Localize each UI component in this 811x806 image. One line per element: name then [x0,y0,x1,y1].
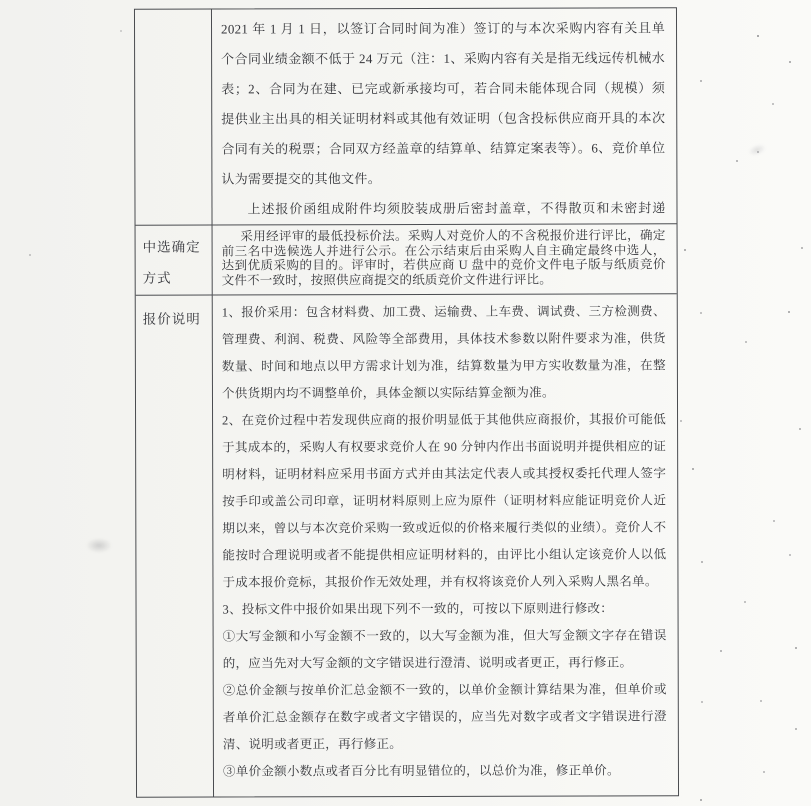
row3-label-cell [136,295,214,797]
row1-content-cell [212,8,677,224]
paragraph: 3、投标文件中报价如果出现下列不一致的，可按以下原则进行修改： [222,601,614,617]
paragraph: 2021 年 1 月 1 日，以签订合同时间为准）签订的与本次采购内容有关且单个合同业绩金额不低于 24 万元（注：1、采购内容有关是指无线远传机械水表；2、合同为在建、已完或新承接均可，若合同未能体现合同（规模）须提供业主出具的相关证明材料或其他有效证明（包含投标供应商开具的本次合同有关的税票；合同双方经盖章的结算单、结算定案表等）。6、竞价单位认为需要提交的其他文件。 [221,20,666,187]
scan-smudge [747,142,767,158]
paragraph: ③单价金额小数点或者百分比有明显错位的，以总价为准，修正单价。 [222,763,620,779]
scan-smudge [86,538,112,553]
paragraph: 采用经评审的最低投标价法。采购人对竞价人的不含税报价进行评比，确定前三名中选候选人并进行公示。在公示结束后由采购人自主确定最终中选人，达到优质采购的目的。评审时，若供应商 U 盘中的竞价文件电子版与纸质竞价文件不一致时，按照供应商提交的纸质竞价文件进行评比。 [221,228,666,288]
paragraph: ①大写金额和小写金额不一致的，以大写金额为准，但大写金额文字存在错误的，应当先对大写金额的文字错误进行澄清、说明或者更正，再行修正。 [222,628,667,671]
row1-label-cell [135,10,213,225]
paragraph: 2、在竞价过程中若发现供应商的报价明显低于其他供应商报价，其报价可能低于其成本的，采购人有权要求竞价人在 90 分钟内作出书面说明并提供相应的证明材料，证明材料应采用书面方式并由其法定代表人或其授权委托代理人签字按手印或盖公司印章，证明材料原则上应为原件（证明材料应能证明竞价人近期以来，曾以与本次竞价采购一致或近似的价格来履行类似的业绩）。竞价人不能按时合理说明或者不能提供相应证明材料的，由评比小组认定该竞价人以低于成本报价竞标，其报价作无效处理，并有权将该竞价人列入采购人黑名单。 [222,412,667,590]
row2-content-cell [213,223,677,294]
scan-noise-specks [0,0,2,2]
row-label: 报价说明 [142,311,201,327]
procurement-terms-table [134,7,679,797]
paragraph: ②总价金额与按单价汇总金额不一致的，以单价金额计算结果为准，但单价或者单价汇总金额存在数字或者文字错误的，应当先对数字或者文字错误进行澄清、说明或者更正，再行修正。 [222,682,667,752]
row-label: 中选确定方式 [142,239,201,286]
paragraph: 上述报价函组成附件均须胶装成册后密封盖章，不得散页和未密封递交，未按要求胶装密封的，采购人可以拒收竞价文件），。 [247,200,666,217]
paragraph: 1、报价采用：包含材料费、加工费、运输费、上车费、调试费、三方检测费、管理费、利润、税费、风险等全部费用，具体技术参数以附件要求为准，供货数量、时间和地点以甲方需求计划为准，结算数量为甲方实收数量为准，在整个供货期内均不调整单价，具体金额以实际结算金额为准。 [221,304,666,401]
row3-content-cell [213,293,678,796]
row2-label-cell [136,225,213,295]
